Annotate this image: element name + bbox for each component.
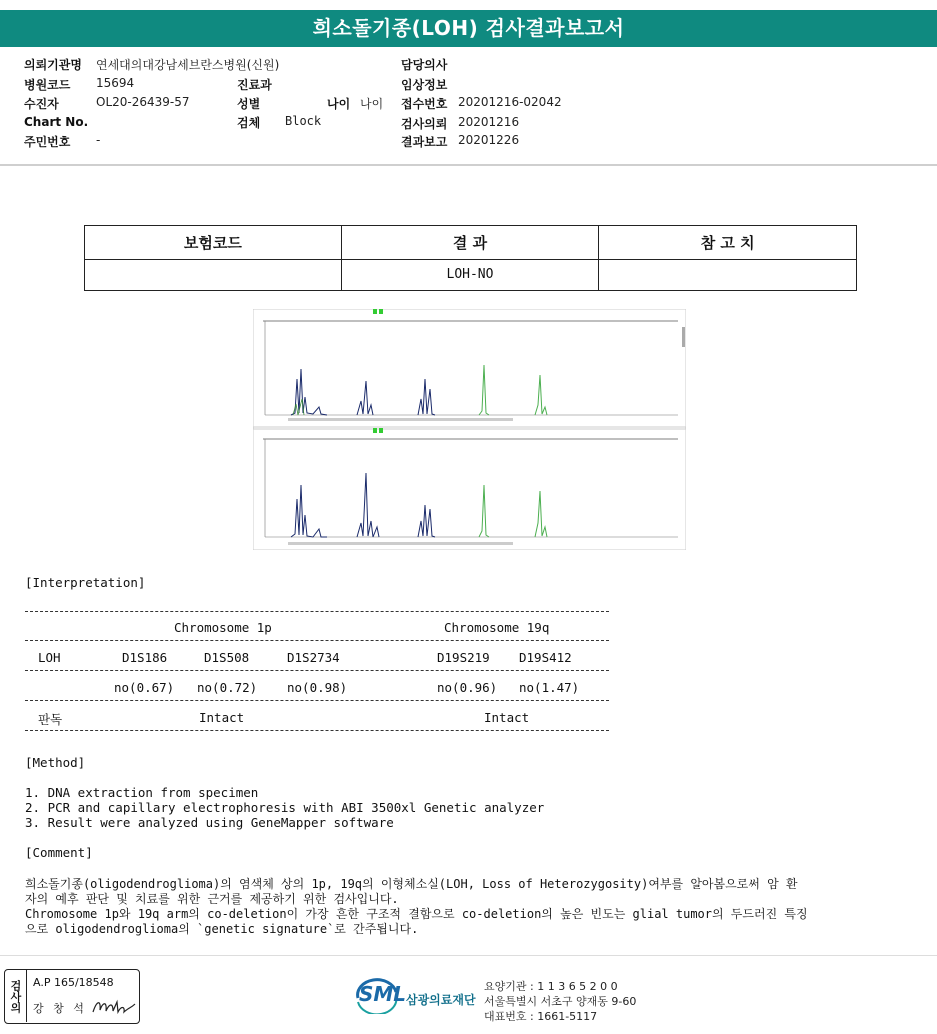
insurance-code-cell bbox=[85, 259, 342, 290]
resident-no-label: 주민번호 bbox=[24, 135, 71, 149]
stamp-number: A.P 165/18548 bbox=[33, 976, 114, 989]
pathologist-stamp bbox=[4, 969, 140, 1024]
chart-no-label: Chart No. bbox=[24, 115, 89, 129]
comment-line-2: 자의 예후 판단 및 치료를 위한 근거를 제공하기 위한 검사입니다. bbox=[25, 892, 399, 906]
patient-label: 수진자 bbox=[24, 97, 59, 111]
comment-heading: [Comment] bbox=[25, 845, 93, 860]
marker-d19s219: D19S219 bbox=[437, 650, 490, 665]
method-line-1: 1. DNA extraction from specimen bbox=[25, 785, 259, 800]
report-footer bbox=[0, 955, 937, 1034]
divider bbox=[25, 640, 609, 641]
insurance-code-header: 보험코드 bbox=[85, 226, 342, 260]
result-table-row bbox=[85, 259, 857, 290]
judgement-1p: Intact bbox=[199, 710, 245, 725]
age-label: 나이 bbox=[327, 97, 351, 111]
report-date-label: 결과보고 bbox=[401, 135, 448, 149]
signature-icon bbox=[91, 996, 137, 1018]
organization-name: 삼광의료재단 bbox=[406, 993, 476, 1007]
chromosome-19q-label: Chromosome 19q bbox=[444, 620, 550, 635]
interpretation-heading: [Interpretation] bbox=[25, 575, 146, 590]
divider bbox=[25, 611, 609, 612]
comment-line-1: 희소돌기종(oligodendroglioma)의 염색체 상의 1p, 19q의 이형체소실(LOH, Loss of Heterozygosity)여부를 알아봄으로써 암 환 bbox=[25, 877, 798, 891]
stamp-side-label: 검사의 bbox=[5, 970, 27, 1022]
sml-logo-text: SML bbox=[359, 982, 407, 1006]
marker-d19s412: D19S412 bbox=[519, 650, 572, 665]
sex-label: 성별 bbox=[237, 97, 261, 111]
reference-header: 참 고 치 bbox=[599, 226, 857, 260]
chromosome-1p-label: Chromosome 1p bbox=[174, 620, 272, 635]
divider bbox=[25, 670, 609, 671]
marker-d1s2734: D1S2734 bbox=[287, 650, 340, 665]
judgement-row-label: 판독 bbox=[38, 712, 63, 727]
loh-row-label: LOH bbox=[38, 650, 61, 665]
receipt-no-value: 20201216-02042 bbox=[458, 95, 562, 109]
hospital-code-label: 병원코드 bbox=[24, 78, 71, 92]
receipt-no-label: 접수번호 bbox=[401, 97, 448, 111]
institution-label: 의뢰기관명 bbox=[24, 58, 82, 72]
method-heading: [Method] bbox=[25, 755, 86, 770]
result-table bbox=[84, 225, 857, 291]
value-d1s508: no(0.72) bbox=[197, 680, 258, 695]
divider bbox=[25, 700, 609, 701]
request-date-value: 20201216 bbox=[458, 115, 520, 129]
hospital-code-value: 15694 bbox=[96, 76, 135, 90]
patient-value: OL20-26439-57 bbox=[96, 95, 190, 109]
value-d19s219: no(0.96) bbox=[437, 680, 498, 695]
clinical-info-label: 임상정보 bbox=[401, 78, 448, 92]
doctor-label: 담당의사 bbox=[401, 58, 448, 72]
value-d19s412: no(1.47) bbox=[519, 680, 580, 695]
resident-no-value: - bbox=[96, 133, 101, 147]
result-header: 결 과 bbox=[341, 226, 599, 260]
age-value: 나이 bbox=[360, 97, 384, 111]
request-date-label: 검사의뢰 bbox=[401, 117, 448, 131]
report-date-value: 20201226 bbox=[458, 133, 520, 147]
patient-info-header bbox=[0, 47, 937, 166]
stamp-name: 강 창 석 bbox=[33, 1002, 87, 1015]
divider bbox=[25, 730, 609, 731]
result-cell: LOH-NO bbox=[341, 259, 599, 290]
department-label: 진료과 bbox=[237, 78, 272, 92]
electropherogram-image bbox=[253, 309, 686, 550]
specimen-label: 검체 bbox=[237, 116, 261, 130]
value-d1s186: no(0.67) bbox=[114, 680, 175, 695]
value-d1s2734: no(0.98) bbox=[287, 680, 348, 695]
reference-cell bbox=[599, 259, 857, 290]
marker-d1s508: D1S508 bbox=[204, 650, 250, 665]
institution-value: 연세대의대강남세브란스병원(신원) bbox=[96, 58, 280, 72]
org-address: 서울특별시 서초구 양재동 9-60 bbox=[484, 995, 637, 1008]
org-code: 요양기관 : 1 1 3 6 5 2 0 0 bbox=[484, 980, 618, 993]
comment-line-3: Chromosome 1p와 19q arm의 co-deletion이 가장 흔한 구조적 결함으로 co-deletion의 높은 빈도는 glial tumor의 두드러진 특징 bbox=[25, 907, 808, 921]
specimen-value: Block bbox=[285, 114, 322, 128]
org-phone: 대표번호 : 1661-5117 bbox=[484, 1010, 598, 1023]
marker-d1s186: D1S186 bbox=[122, 650, 168, 665]
method-line-3: 3. Result were analyzed using GeneMapper software bbox=[25, 815, 394, 830]
result-table-header-row bbox=[85, 226, 857, 260]
report-title: 희소돌기종(LOH) 검사결과보고서 bbox=[0, 10, 937, 47]
method-line-2: 2. PCR and capillary electrophoresis with ABI 3500xl Genetic analyzer bbox=[25, 800, 545, 815]
judgement-19q: Intact bbox=[484, 710, 530, 725]
comment-line-4: 으로 oligodendroglioma의 `genetic signature`로 간주됩니다. bbox=[25, 922, 419, 936]
